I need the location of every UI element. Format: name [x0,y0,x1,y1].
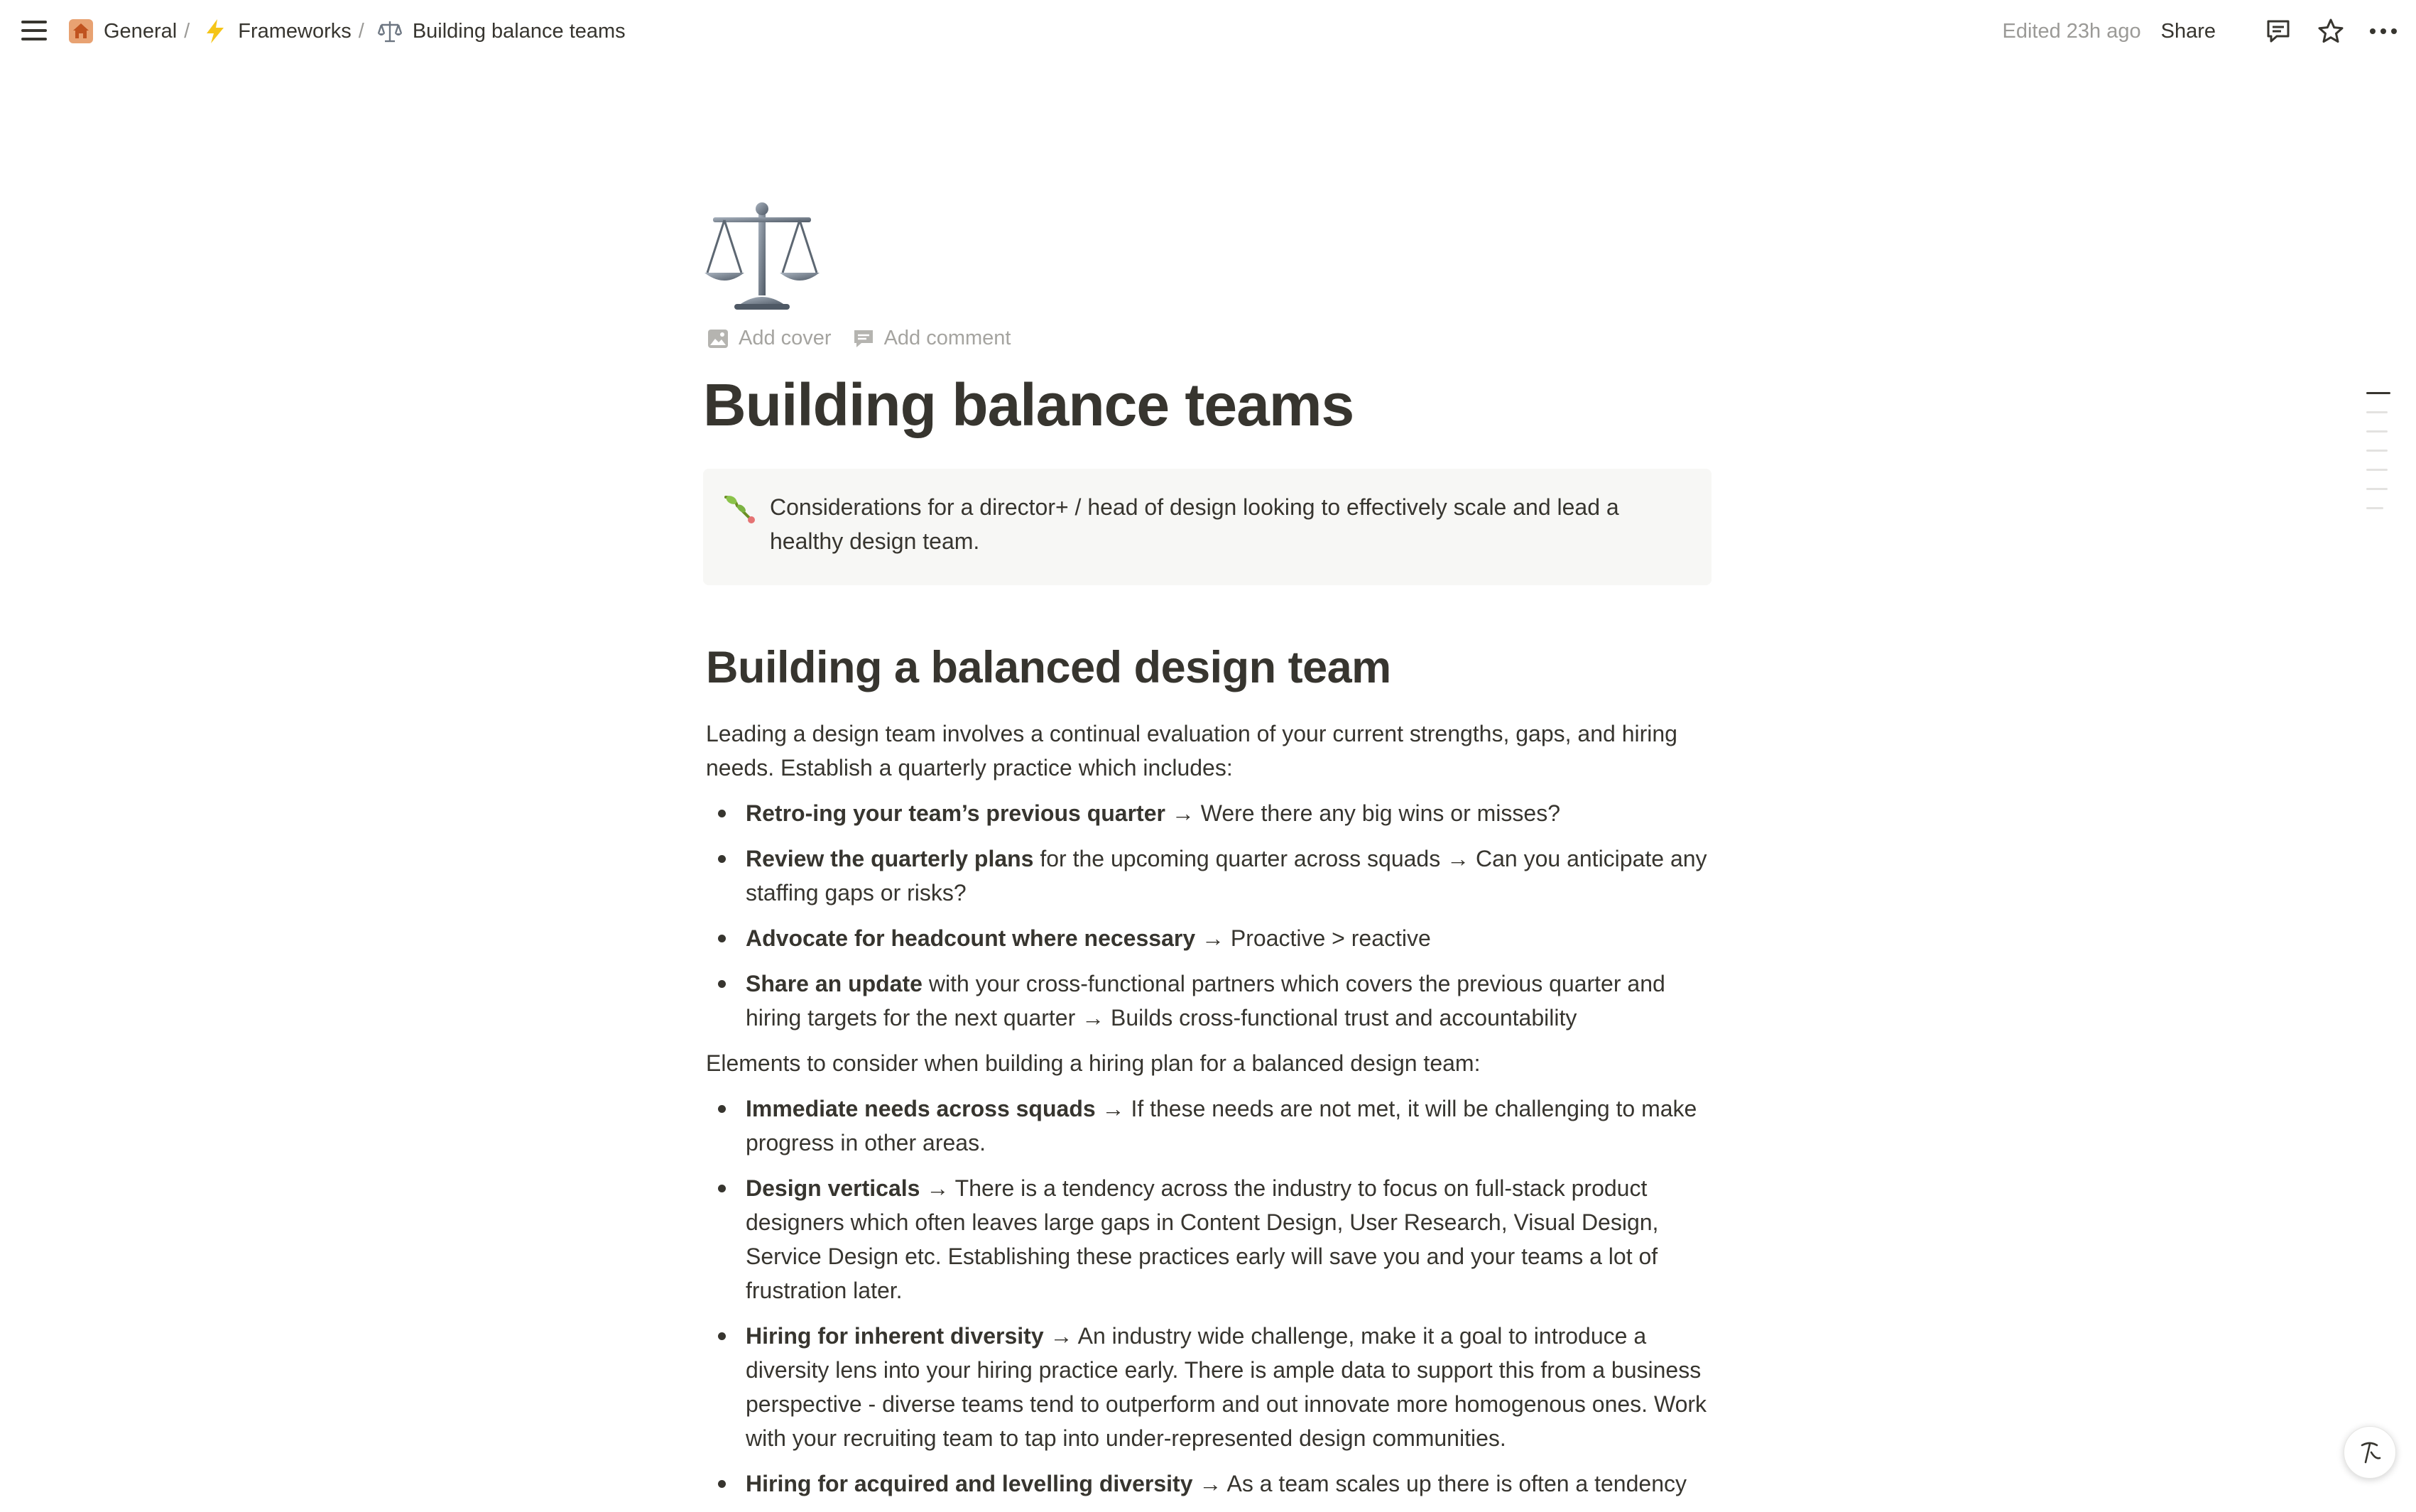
list-item[interactable] [706,1319,1714,1455]
hiring-elements-list [706,1092,1714,1501]
list-item-bold: Hiring for acquired and levelling diversity [746,1471,1193,1496]
add-comment-button[interactable] [853,327,1011,350]
image-icon [707,329,729,349]
menu-icon[interactable] [21,19,47,42]
breadcrumb [62,16,631,47]
list-item[interactable] [706,842,1714,910]
edited-timestamp: Edited 23h ago [2002,19,2141,43]
list-item[interactable] [706,1092,1714,1160]
top-right-actions [2002,16,2399,47]
breadcrumb-item-general[interactable] [62,16,183,47]
list-item-text: → As a team scales up there is often a tendency [1192,1471,1687,1496]
list-item-text: → If these needs are not met, it will be challenging to make progress in other areas. [746,1096,1697,1155]
list-item-bold: Retro-ing your team’s previous quarter [746,800,1165,826]
help-button[interactable] [2344,1426,2396,1479]
list-item-bold: Immediate needs across squads [746,1096,1096,1121]
house-icon [68,18,94,44]
list-item-bold: Share an update [746,971,923,996]
more-options-icon[interactable] [2368,16,2399,47]
list-item[interactable] [706,967,1714,1035]
callout-text: Considerations for a director+ / head of design looking to effectively scale and lead a healthy design team. [770,494,1619,554]
callout-block[interactable] [703,469,1712,585]
lightning-icon [202,18,228,44]
page-meta-actions [707,327,1033,350]
list-item-bold: Design verticals [746,1175,920,1201]
list-item[interactable] [706,1467,1714,1501]
add-comment-label: Add comment [883,327,1011,349]
page-content [706,636,1714,1512]
breadcrumb-label: General [104,19,178,43]
list-item-text: with your cross-functional partners which covers the previous quarter and hiring targets for the next quarter → Builds cross-functional trust and accountability [746,971,1665,1030]
breadcrumb-label: Building balance teams [412,19,626,43]
add-cover-label: Add cover [739,327,832,349]
list-item[interactable] [706,1171,1714,1307]
top-bar [0,0,2416,64]
elements-paragraph[interactable]: Elements to consider when building a hiring plan for a balanced design team: [706,1050,1481,1076]
quarterly-practice-list [706,796,1714,1035]
list-item[interactable] [706,796,1714,830]
comments-icon[interactable] [2263,16,2294,47]
table-of-contents-minimap[interactable] [2366,392,2395,526]
breadcrumb-item-frameworks[interactable] [197,16,357,47]
breadcrumb-label: Frameworks [238,19,352,43]
list-item-text: → An industry wide challenge, make it a goal to introduce a diversity lens into your hiring practice early. There is ample data to support this from a business perspective - diverse teams tend to outperform and out innovate more homogenous ones. Work with your recruiting team to tap into under-represented design communities. [746,1323,1707,1451]
list-item-text: → Were there any big wins or misses? [1165,800,1560,826]
balance-scale-icon [377,18,403,44]
page-emoji-balance-scale-icon[interactable] [703,199,821,312]
breadcrumb-separator: / [184,19,190,43]
list-item-bold: Hiring for inherent diversity [746,1323,1044,1349]
breadcrumb-item-current-page[interactable] [371,16,631,47]
help-pen-icon [2356,1438,2384,1467]
intro-paragraph[interactable]: Leading a design team involves a continual evaluation of your current strengths, gaps, and hiring needs. Establish a quarterly practice which includes: [706,721,1677,781]
list-item-text: for the upcoming quarter across squads → Can you anticipate any staffing gaps or risks? [746,846,1707,905]
breadcrumb-separator: / [358,19,364,43]
comment-icon [853,329,874,349]
list-item-text: → There is a tendency across the industry to focus on full-stack product designers which often leaves large gaps in Content Design, User Research, Visual Design, Service Design etc. Establishing these practices early will save you and your teams a lot of frustration later. [746,1175,1659,1303]
seedling-icon [723,491,756,524]
share-button[interactable]: Share [2160,19,2216,43]
section-heading[interactable]: Building a balanced design team [706,643,1391,692]
page-title[interactable]: Building balance teams [703,371,1354,438]
list-item-bold: Advocate for headcount where necessary [746,925,1196,951]
list-item-text: → Proactive > reactive [1195,925,1431,951]
list-item-bold: Review the quarterly plans [746,846,1034,871]
list-item[interactable] [706,921,1714,955]
favorite-star-icon[interactable] [2315,16,2346,47]
add-cover-button[interactable] [707,327,832,350]
